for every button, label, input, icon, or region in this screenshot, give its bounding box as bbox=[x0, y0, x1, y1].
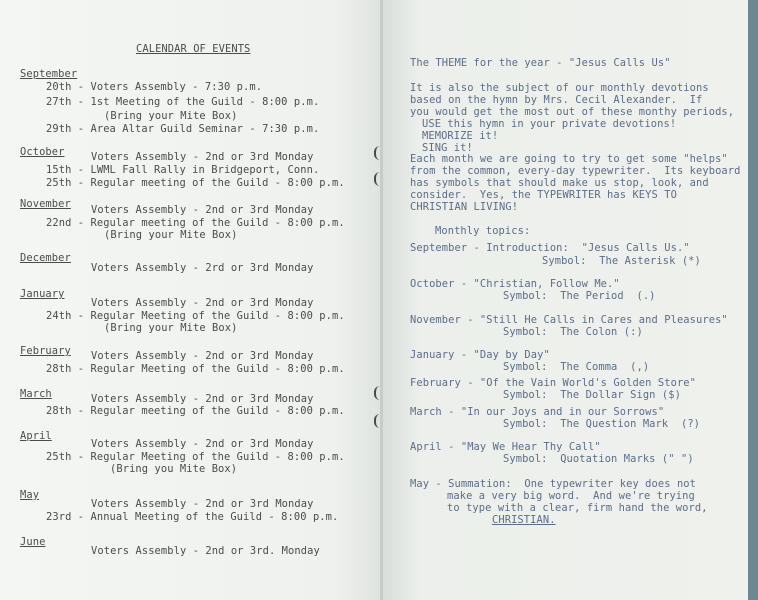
event-note: (Bring your Mite Box) bbox=[104, 229, 238, 241]
month-november: November bbox=[20, 198, 71, 210]
event-line: Voters Assembly - 2nd or 3rd Monday bbox=[91, 393, 314, 405]
event-line: 24th - Regular Meeting of the Guild - 8:00 p.m. bbox=[46, 310, 345, 322]
topic-line: February - "Of the Vain World's Golden Store" bbox=[410, 377, 697, 389]
theme-line: MEMORIZE it! bbox=[422, 130, 499, 142]
month-april: April bbox=[20, 430, 52, 442]
event-line: 15th - LWML Fall Rally in Bridgeport, Conn. bbox=[46, 164, 320, 176]
event-line: 22nd - Regular meeting of the Guild - 8:00 p.m. bbox=[46, 217, 345, 229]
theme-line: USE this hymn in your private devotions! bbox=[422, 118, 677, 130]
topic-line: to type with a clear, firm hand the word, bbox=[447, 502, 708, 514]
event-line: Voters Assembly - 2nd or 3rd Monday bbox=[91, 498, 314, 510]
event-line: 28th - Regular meeting of the Guild - 8:00 p.m. bbox=[46, 405, 345, 417]
right-page bbox=[383, 0, 748, 600]
event-note: (Bring your Mite Box) bbox=[104, 110, 238, 122]
month-january: January bbox=[20, 288, 65, 300]
month-june: June bbox=[20, 536, 46, 548]
topic-symbol: Symbol: The Colon (:) bbox=[503, 326, 643, 338]
theme-line: you would get the most out of these monthy periods, bbox=[410, 106, 735, 118]
event-line: Voters Assembly - 2nd or 3rd Monday bbox=[91, 204, 314, 216]
theme-line: Each month we are going to try to get some "helps" bbox=[410, 153, 728, 165]
topic-line: make a very big word. And we're trying bbox=[447, 490, 695, 502]
topics-heading: Monthly topics: bbox=[435, 225, 531, 237]
theme-line: CHRISTIAN LIVING! bbox=[410, 201, 519, 213]
event-line: Voters Assembly - 2nd or 3rd Monday bbox=[91, 438, 314, 450]
calendar-title: CALENDAR OF EVENTS bbox=[136, 43, 251, 55]
month-december: December bbox=[20, 252, 71, 264]
topic-symbol: Symbol: The Comma (,) bbox=[503, 361, 650, 373]
event-note: (Bring your Mite Box) bbox=[104, 322, 238, 334]
event-line: Voters Assembly - 2nd or 3rd Monday bbox=[91, 151, 314, 163]
topic-line: March - "In our Joys and in our Sorrows" bbox=[410, 406, 665, 418]
topic-line: September - Introduction: "Jesus Calls Us." bbox=[410, 242, 690, 254]
topic-line: January - "Day by Day" bbox=[410, 349, 550, 361]
event-line: Voters Assembly - 2rd or 3rd Monday bbox=[91, 262, 314, 274]
topic-symbol: Symbol: The Period (.) bbox=[503, 290, 656, 302]
topic-line: May - Summation: One typewriter key does not bbox=[410, 478, 697, 490]
theme-line: based on the hymn by Mrs. Cecil Alexander. If bbox=[410, 94, 703, 106]
theme-line: SING it! bbox=[422, 142, 473, 154]
event-line: 25th - Regular Meeting of the Guild - 8:00 p.m. bbox=[46, 451, 345, 463]
theme-line: consider. Yes, the TYPEWRITER has KEYS TO bbox=[410, 189, 677, 201]
theme-line: from the common, every-day typewriter. Its keyboard bbox=[410, 165, 741, 177]
month-february: February bbox=[20, 345, 71, 357]
topic-line: October - "Christian, Follow Me." bbox=[410, 278, 620, 290]
month-september: September bbox=[20, 68, 78, 80]
event-line: 23rd - Annual Meeting of the Guild - 8:00 p.m. bbox=[46, 511, 339, 523]
topic-symbol: Symbol: The Dollar Sign ($) bbox=[503, 389, 681, 401]
month-may: May bbox=[20, 489, 40, 501]
theme-line: has symbols that should make us stop, look, and bbox=[410, 177, 709, 189]
theme-heading: The THEME for the year - "Jesus Calls Us" bbox=[410, 57, 671, 69]
month-march: March bbox=[20, 388, 52, 400]
event-line: 27th - 1st Meeting of the Guild - 8:00 p.m. bbox=[46, 96, 320, 108]
event-line: 25th - Regular meeting of the Guild - 8:00 p.m. bbox=[46, 177, 345, 189]
event-line: 28th - Regular Meeting of the Guild - 8:00 p.m. bbox=[46, 363, 345, 375]
event-note: (Bring you Mite Box) bbox=[110, 463, 238, 475]
month-october: October bbox=[20, 146, 65, 158]
event-line: Voters Assembly - 2nd or 3rd. Monday bbox=[91, 545, 320, 557]
theme-line: It is also the subject of our monthly devotions bbox=[410, 82, 709, 94]
topic-symbol: Symbol: Quotation Marks (" ") bbox=[503, 453, 694, 465]
topic-line: November - "Still He Calls in Cares and Pleasures" bbox=[410, 314, 728, 326]
event-line: 20th - Voters Assembly - 7:30 p.m. bbox=[46, 81, 263, 93]
event-line: 29th - Area Altar Guild Seminar - 7:30 p.m. bbox=[46, 123, 320, 135]
topic-symbol: Symbol: The Question Mark (?) bbox=[503, 418, 701, 430]
event-line: Voters Assembly - 2nd or 3rd Monday bbox=[91, 297, 314, 309]
topic-line: April - "May We Hear Thy Call" bbox=[410, 441, 601, 453]
event-line: Voters Assembly - 2nd or 3rd Monday bbox=[91, 350, 314, 362]
topic-symbol: Symbol: The Asterisk (*) bbox=[542, 255, 701, 267]
topic-line-christian: CHRISTIAN. bbox=[492, 514, 556, 526]
